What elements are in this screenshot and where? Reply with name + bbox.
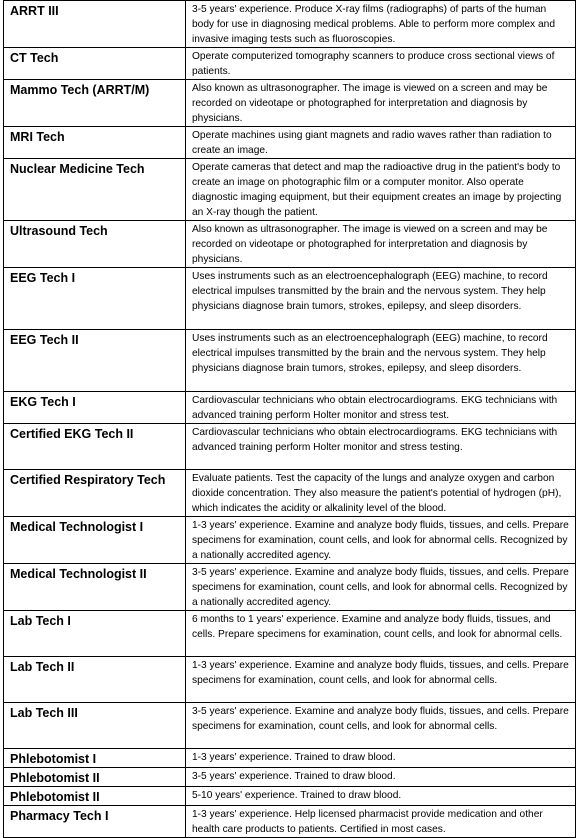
table-row [4,392,576,424]
job-title-cell: Phlebotomist II [4,768,186,787]
job-title-cell: Lab Tech III [4,703,186,749]
job-title-cell: Pharmacy Tech I [4,806,186,838]
job-description-cell: 1-3 years' experience. Trained to draw blood. [186,749,576,768]
job-description-cell: Cardiovascular technicians who obtain electrocardiograms. EKG technicians with advanced training perform Holter monitor and stress testing. [186,424,576,470]
table-row [4,470,576,517]
table-row [4,330,576,392]
job-title-cell: EEG Tech I [4,268,186,330]
job-description-cell: 1-3 years' experience. Examine and analyze body fluids, tissues, and cells. Prepare specimens for examination, count cells, and look for abnormal cells. Recognized by a nationally accredited agency. [186,517,576,564]
job-title-cell: EEG Tech II [4,330,186,392]
table-row [4,48,576,80]
job-title-cell: Lab Tech II [4,657,186,703]
job-title-cell: Nuclear Medicine Tech [4,159,186,221]
table-row [4,424,576,470]
job-title-cell: Lab Tech I [4,611,186,657]
table-row [4,268,576,330]
job-description-cell: 3-5 years' experience. Examine and analyze body fluids, tissues, and cells. Prepare specimens for examination, count cells, and look for abnormal cells. [186,703,576,749]
table-row [4,806,576,838]
table-row [4,159,576,221]
job-title-cell: Mammo Tech (ARRT/M) [4,80,186,127]
job-title-cell: CT Tech [4,48,186,80]
table-row [4,749,576,768]
job-title-cell: ARRT III [4,1,186,48]
job-description-cell: 6 months to 1 years' experience. Examine and analyze body fluids, tissues, and cells. Prepare specimens for examination, count cells, and look for abnormal cells. [186,611,576,657]
table-row [4,787,576,806]
table-row [4,611,576,657]
job-description-cell: Operate machines using giant magnets and radio waves rather than radiation to create an image. [186,127,576,159]
job-description-cell: Evaluate patients. Test the capacity of the lungs and analyze oxygen and carbon dioxide concentration. They also measure the patient's potential of hydrogen (pH), which indicates the acidity or alkalinity level of the blood. [186,470,576,517]
job-title-cell: Ultrasound Tech [4,221,186,268]
job-title-cell: Phlebotomist II [4,787,186,806]
job-description-cell: 3-5 years' experience. Produce X-ray films (radiographs) of parts of the human body for use in diagnosing medical problems. Able to perform more complex and invasive imaging tests such as fluoroscopies. [186,1,576,48]
job-description-cell: Also known as ultrasonographer. The image is viewed on a screen and may be recorded on videotape or photographed for interpretation and diagnosis by physicians. [186,221,576,268]
job-description-cell: Uses instruments such as an electroencephalograph (EEG) machine, to record electrical impulses transmitted by the brain and the nervous system. They help physicians diagnose brain tumors, strokes, epilepsy, and sleep disorders. [186,330,576,392]
job-title-cell: Certified EKG Tech II [4,424,186,470]
table-row [4,517,576,564]
job-title-cell: EKG Tech I [4,392,186,424]
job-title-cell: MRI Tech [4,127,186,159]
job-title-cell: Certified Respiratory Tech [4,470,186,517]
job-title-cell: Phlebotomist I [4,749,186,768]
job-description-cell: Uses instruments such as an electroencephalograph (EEG) machine, to record electrical impulses transmitted by the brain and the nervous system. They help physicians diagnose brain tumors, strokes, epilepsy, and sleep disorders. [186,268,576,330]
job-description-cell: 1-3 years' experience. Examine and analyze body fluids, tissues, and cells. Prepare specimens for examination, count cells, and look for abnormal cells. [186,657,576,703]
table-row [4,703,576,749]
job-description-cell: 1-3 years' experience. Help licensed pharmacist provide medication and other health care products to patients. Certified in most cases. [186,806,576,838]
table-row [4,1,576,48]
table-row [4,127,576,159]
job-descriptions-table [3,0,576,838]
table-body [4,1,576,838]
table-row [4,657,576,703]
table-row [4,768,576,787]
job-description-cell: 3-5 years' experience. Examine and analyze body fluids, tissues, and cells. Prepare specimens for examination, count cells, and look for abnormal cells. Recognized by a nationally accredited agency. [186,564,576,611]
table-row [4,564,576,611]
job-description-cell: Cardiovascular technicians who obtain electrocardiograms. EKG technicians with advanced training perform Holter monitor and stress test. [186,392,576,424]
job-description-cell: Operate cameras that detect and map the radioactive drug in the patient's body to create an image on photographic film or a computer monitor. Also operate diagnostic imaging equipment, but their equipment creates an image by projecting an X-ray though the patient. [186,159,576,221]
table-row [4,221,576,268]
job-description-cell: Operate computerized tomography scanners to produce cross sectional views of patients. [186,48,576,80]
table-row [4,80,576,127]
job-description-cell: 3-5 years' experience. Trained to draw blood. [186,768,576,787]
job-title-cell: Medical Technologist I [4,517,186,564]
job-description-cell: 5-10 years' experience. Trained to draw blood. [186,787,576,806]
job-description-cell: Also known as ultrasonographer. The image is viewed on a screen and may be recorded on videotape or photographed for interpretation and diagnosis by physicians. [186,80,576,127]
job-title-cell: Medical Technologist II [4,564,186,611]
